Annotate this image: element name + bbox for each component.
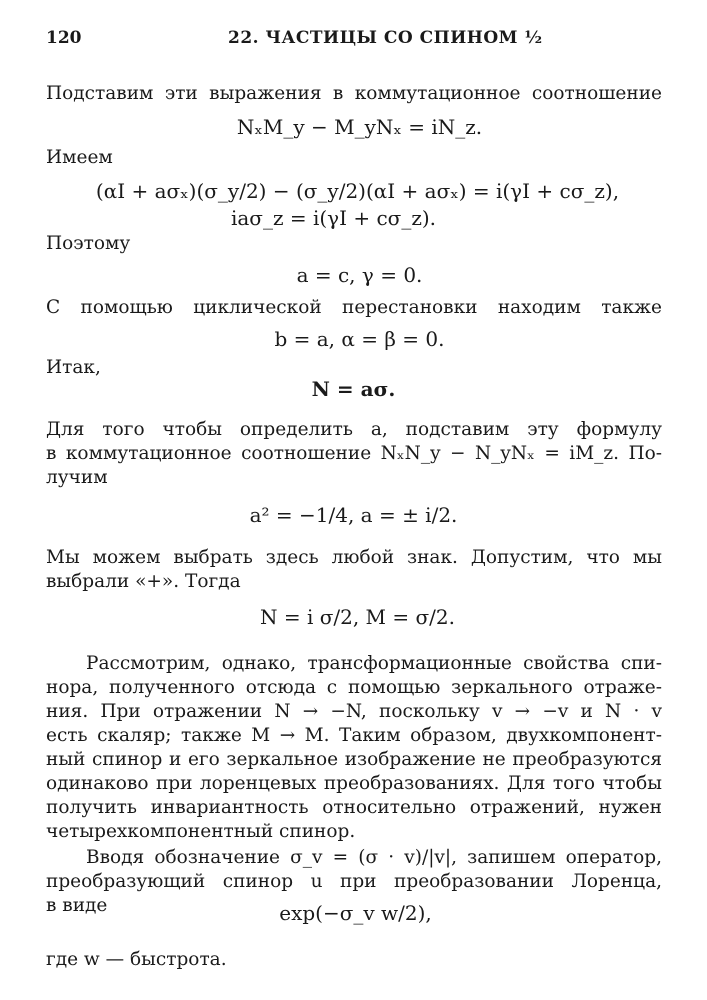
- equation-expanded-line2-text: iaσ_z = i(γI + cσ_z).: [230, 206, 437, 230]
- equation-expanded-line1-text: (αI + aσₓ)(σ_y/2) − (σ_y/2)(αI + aσₓ) = i(γI + cσ_z),: [95, 179, 620, 203]
- paragraph-therefore: Поэтому: [46, 233, 131, 254]
- equation-n-and-m: [4, 604, 707, 630]
- paragraph-consider-line5: ный спинор и его зеркальное изображение не преобразуются: [46, 749, 662, 770]
- equation-b-equals-a: [6, 326, 707, 352]
- equation-a-squared: [0, 502, 707, 528]
- paragraph-determine-line3: лучим: [46, 467, 108, 488]
- paragraph-introduce-line2: преобразующий спинор u при преобразовании Лоренца,: [46, 871, 662, 892]
- equation-commutation-text: NₓM_y − M_yNₓ = iN_z.: [236, 115, 483, 139]
- paragraph-have: Имеем: [46, 147, 113, 168]
- paragraph-determine-line1: Для того чтобы определить a, подставим эту формулу: [46, 419, 662, 440]
- equation-a-equals-c: [6, 262, 707, 288]
- paragraph-introduce-line3: в виде: [46, 895, 108, 916]
- equation-a-equals-c-text: a = c, γ = 0.: [296, 263, 423, 287]
- paragraph-substitute: Подставим эти выражения в коммутационное соотношение: [46, 83, 662, 104]
- equation-b-equals-a-text: b = a, α = β = 0.: [274, 327, 445, 351]
- paragraph-consider-line3: ния. При отражении N → −N, поскольку v → −v и N · v: [46, 701, 662, 722]
- page-number: 120: [46, 28, 82, 48]
- equation-n-equals-asigma-text: N = aσ.: [311, 377, 396, 401]
- running-header: 22. ЧАСТИЦЫ СО СПИНОМ ½: [228, 28, 543, 48]
- paragraph-introduce-line1: Вводя обозначение σ_v = (σ · v)/|v|, запишем оператор,: [86, 847, 662, 868]
- equation-expanded-line2: [0, 205, 687, 231]
- paragraph-so: Итак,: [46, 357, 101, 378]
- equation-exp-operator-text: exp(−σ_v w/2),: [279, 901, 432, 925]
- paragraph-consider-line6: одинаково при лоренцевых преобразованиях. Для того чтобы: [46, 773, 662, 794]
- paragraph-consider-line4: есть скаляр; также M → M. Таким образом, двухкомпонент-: [46, 725, 662, 746]
- paragraph-consider-line2: нора, полученного отсюда с помощью зеркального отраже-: [46, 677, 662, 698]
- paragraph-choose-line2: выбрали «+». Тогда: [46, 571, 241, 592]
- paragraph-consider-line7: получить инвариантность относительно отражений, нужен: [46, 797, 662, 818]
- equation-expanded-line1: [4, 178, 707, 204]
- paragraph-rapidity: где w — быстрота.: [46, 949, 227, 970]
- paragraph-choose-line1: Мы можем выбрать здесь любой знак. Допустим, что мы: [46, 547, 662, 568]
- equation-n-and-m-text: N = i σ/2, M = σ/2.: [260, 605, 455, 629]
- paragraph-consider-line8: четырехкомпонентный спинор.: [46, 821, 356, 842]
- paragraph-consider-line1: Рассмотрим, однако, трансформационные свойства спи-: [86, 653, 662, 674]
- equation-exp-operator: [2, 900, 707, 926]
- paragraph-cyclic: С помощью циклической перестановки находим также: [46, 297, 662, 318]
- equation-n-equals-asigma: [0, 376, 707, 402]
- equation-commutation: [6, 114, 707, 140]
- equation-a-squared-text: a² = −1/4, a = ± i/2.: [249, 503, 458, 527]
- paragraph-determine-line2: в коммутационное соотношение NₓN_y − N_yNₓ = iM_z. По-: [46, 443, 662, 464]
